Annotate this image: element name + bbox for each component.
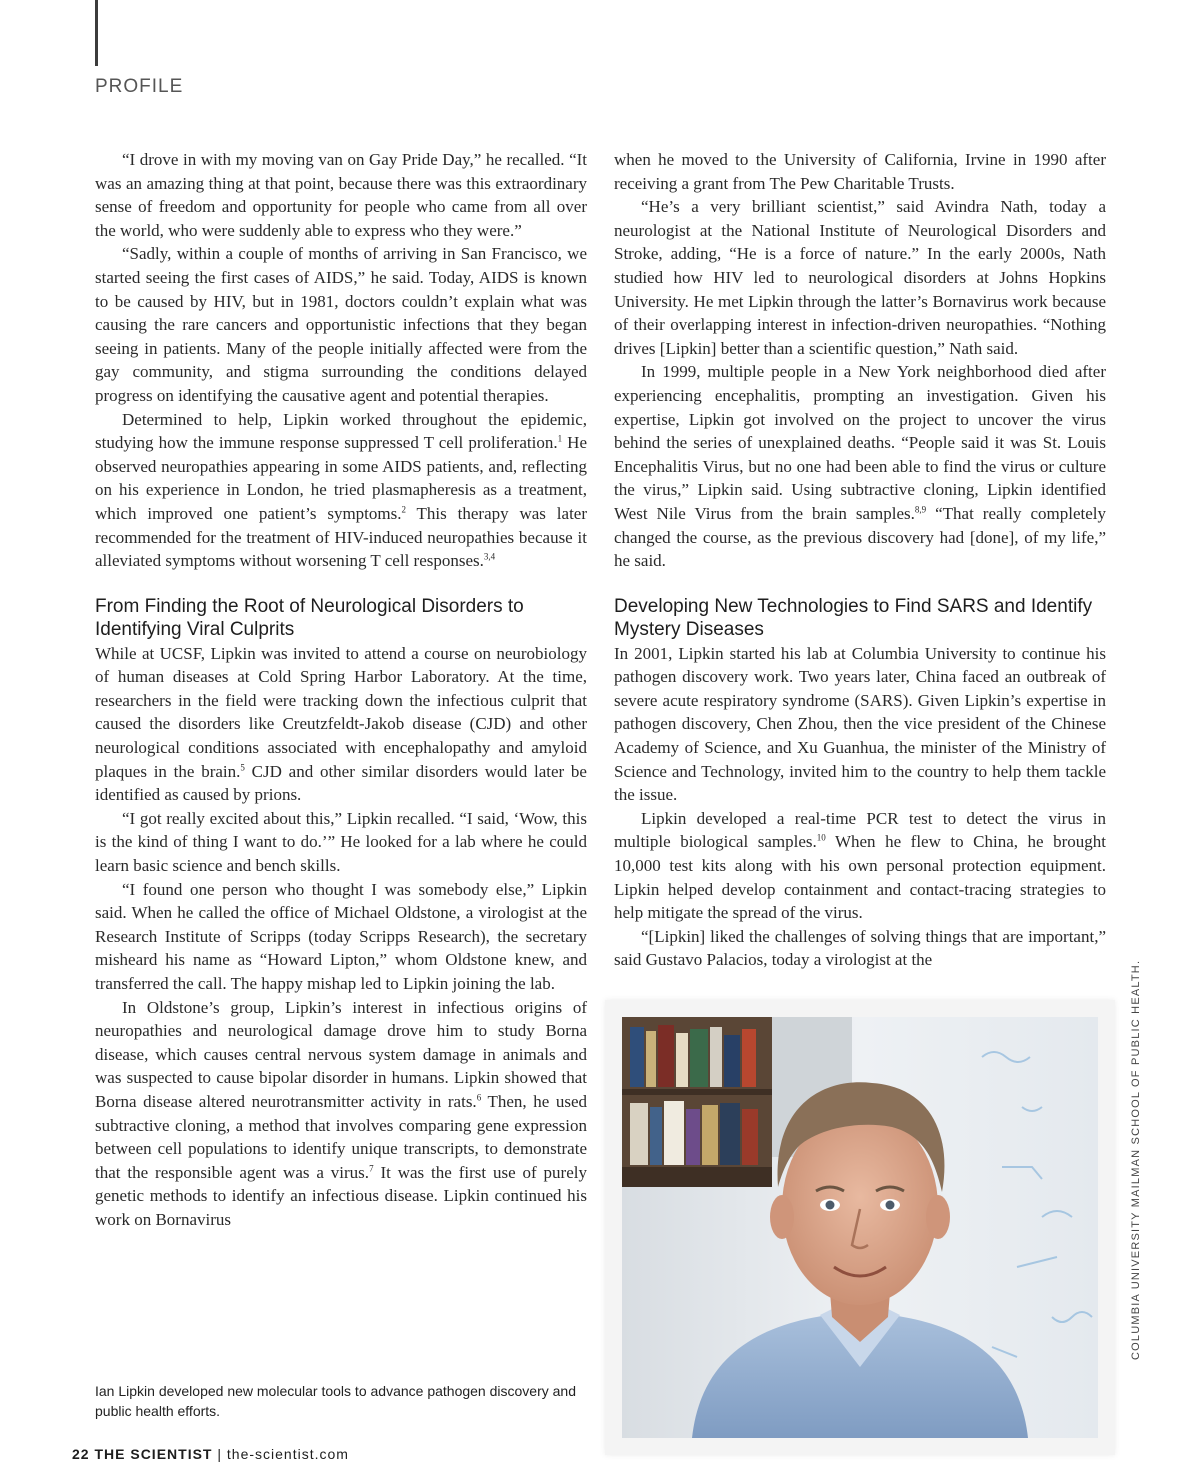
magazine-name: THE SCIENTIST bbox=[94, 1446, 213, 1462]
portrait-photo bbox=[622, 1017, 1098, 1438]
paragraph: Lipkin developed a real-time PCR test to detect the virus in multiple biological samples.$^{10}$ When he flew to China, he brought 10,000 test kits along with his own personal protection equipment. Lipkin helped develop containment and contact-tracing strategies to help mitigate the spread of the virus. bbox=[614, 808, 1106, 923]
reference-marker[interactable]: 3,4 bbox=[483, 551, 496, 562]
paragraph: “I drove in with my moving van on Gay Pride Day,” he recalled. “It was an amazing thing at that point, because there was this extraordinary sense of freedom and opportunity for people who came from all over the world, who were suddenly able to express who they were.” bbox=[95, 150, 587, 240]
paragraph: “I found one person who thought I was somebody else,” Lipkin said. When he called the office of Michael Oldstone, a virologist at the Research Institute of Scripps (today Scripps Research), the secretary misheard his name as “Howard Lipton,” whom Oldstone knew, and transferred the call. The happy mishap led to Lipkin joining the lab. bbox=[95, 879, 587, 993]
right-column bbox=[614, 148, 1106, 972]
reference-marker[interactable]: 6 bbox=[476, 1092, 482, 1103]
paragraph: when he moved to the University of California, Irvine in 1990 after receiving a grant from The Pew Charitable Trusts. bbox=[614, 150, 1106, 193]
reference-marker[interactable]: 10 bbox=[816, 832, 826, 843]
paragraph: “He’s a very brilliant scientist,” said Avindra Nath, today a neurologist at the National Institute of Neurological Disorders and Stroke, adding, “He is a force of nature.” In the early 2000s, Nath studied how HIV led to neurological disorders at Johns Hopkins University. He met Lipkin through the latter’s Bornavirus work because of their overlapping interest in infection-driven neuropathies. “Nothing drives [Lipkin] better than a scientific question,” Nath said. bbox=[614, 197, 1106, 358]
paragraph: “Sadly, within a couple of months of arriving in San Francisco, we started seeing the first cases of AIDS,” he said. Today, AIDS is known to be caused by HIV, but in 1981, doctors couldn’t explain what was causing the rare cancers and opportunistic infections that they began seeing in patients. Many of the people initially affected were from the gay community, and stigma surrounding the conditions delayed progress on identifying the causative agent and potential therapies. bbox=[95, 244, 587, 405]
reference-marker[interactable]: 2 bbox=[401, 504, 406, 515]
reference-marker[interactable]: 8,9 bbox=[914, 504, 927, 515]
left-column bbox=[95, 148, 587, 1232]
paragraph: In 2001, Lipkin started his lab at Columbia University to continue his pathogen discovery work. Two years later, China faced an outbreak of severe acute respiratory syndrome (SARS). Given Lipkin’s expertise in pathogen discovery, Chen Zhou, then the vice president of the Chinese Academy of Science, and Xu Guanhua, the minister of the Ministry of Science and Technology, invited him to the country to help them tackle the issue. bbox=[614, 643, 1106, 805]
website-link[interactable]: the-scientist.com bbox=[226, 1446, 349, 1462]
page-footer bbox=[72, 1446, 349, 1462]
page-number: 22 bbox=[72, 1446, 90, 1462]
paragraph: In Oldstone’s group, Lipkin’s interest in infectious origins of neuropathies and neurological damage drove him to study Borna disease, which causes central nervous system damage in animals and was suspected to cause bipolar disorder in humans. Lipkin showed that Borna disease altered neurotransmitter activity in rats.$^6$ Then, he used subtractive cloning, a method that involves comparing gene expression between cell populations to identify unique transcripts, to demonstrate that the responsible agent was a virus.$^7$ It was the first use of purely genetic methods to identify an infectious disease. Lipkin continued his work on Bornavirus bbox=[95, 997, 587, 1229]
paragraph: In 1999, multiple people in a New York neighborhood died after experiencing encephalitis, prompting an investigation. Given his expertise, Lipkin got involved on the project to uncover the virus behind the series of unexplained deaths. “People said it was St. Louis Encephalitis Virus, but no one had been able to find the virus or culture the virus,” Lipkin said. Using subtractive cloning, Lipkin identified West Nile Virus from the brain samples.$^{8,9}$ “That really completely changed the course, as the previous discovery had [done], of my life,” he said. bbox=[614, 362, 1106, 571]
header-rule bbox=[95, 0, 98, 66]
photo-credit: COLUMBIA UNIVERSITY MAILMAN SCHOOL OF PUBLIC HEALTH. bbox=[1130, 959, 1142, 1360]
paragraph: “[Lipkin] liked the challenges of solving things that are important,” said Gustavo Palacios, today a virologist at the bbox=[614, 926, 1106, 970]
reference-marker[interactable]: 7 bbox=[369, 1163, 374, 1174]
reference-marker[interactable]: 1 bbox=[557, 433, 563, 444]
reference-marker[interactable]: 5 bbox=[240, 762, 245, 772]
paragraph: Determined to help, Lipkin worked throughout the epidemic, studying how the immune response suppressed T cell proliferation.$^1$ He observed neuropathies appearing in some AIDS patients, and, reflecting on his experience in London, he tried plasmapheresis as a treatment, which improved one patient’s symptoms.$^2$ This therapy was later recommended for the treatment of HIV-induced neuropathies because it alleviated symptoms without worsening T cell responses.$^{3,4}$ bbox=[95, 409, 587, 571]
footer-separator: | bbox=[217, 1446, 223, 1462]
paragraph: While at UCSF, Lipkin was invited to attend a course on neurobiology of human diseases at Cold Spring Harbor Laboratory. At the time, researchers in the field were tracking down the infectious culprit that caused the disorders like Creutzfeldt-Jakob disease (CJD) and other neurological conditions associated with encephalopathy and amyloid plaques in the brain.$^5$ CJD and other similar disorders would later be identified as caused by prions. bbox=[95, 643, 587, 805]
paragraph: “I got really excited about this,” Lipkin recalled. “I said, ‘Wow, this is the kind of thing I want to do.’” He looked for a lab where he could learn basic science and bench skills. bbox=[95, 808, 587, 876]
section-heading: From Finding the Root of Neurological Disorders to Identifying Viral Culprits bbox=[95, 595, 524, 641]
section-label: PROFILE bbox=[95, 76, 184, 97]
section-heading: Developing New Technologies to Find SARS and Identify Mystery Diseases bbox=[614, 595, 1093, 641]
photo-frame bbox=[605, 1000, 1115, 1455]
photo-caption: Ian Lipkin developed new molecular tools to advance pathogen discovery and public health efforts. bbox=[95, 1383, 576, 1419]
